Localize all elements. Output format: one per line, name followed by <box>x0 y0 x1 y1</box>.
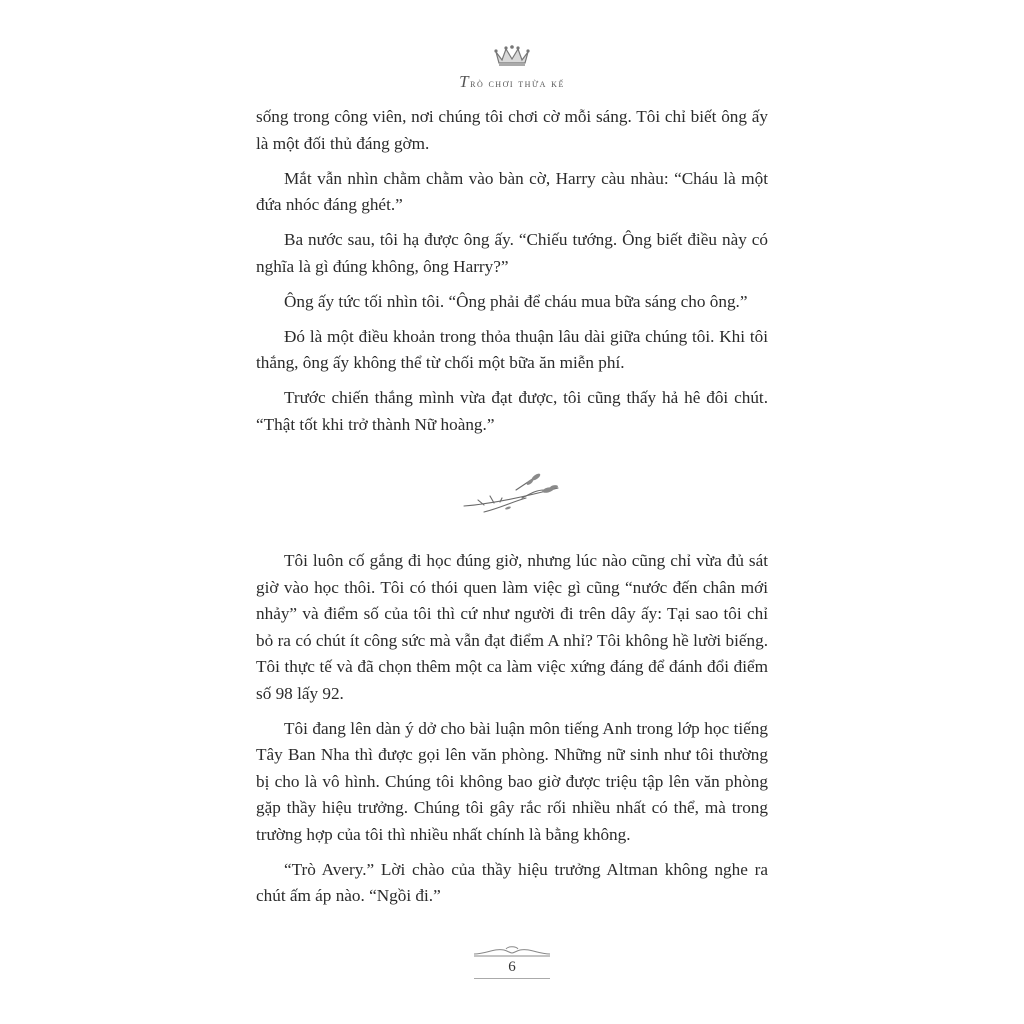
paragraph: Ba nước sau, tôi hạ được ông ấy. “Chiếu tướng. Ông biết điều này có nghĩa là gì đúng không, ông Harry?” <box>256 230 768 276</box>
crown-icon <box>492 44 532 68</box>
page-header <box>0 44 1024 92</box>
page-footer <box>0 944 1024 981</box>
flourish-icon <box>472 944 552 958</box>
running-title <box>0 72 1024 92</box>
running-title-initial: T <box>459 72 471 91</box>
paragraph: Mắt vẫn nhìn chằm chằm vào bàn cờ, Harry càu nhàu: “Cháu là một đứa nhóc đáng ghét.” <box>256 168 768 214</box>
footer-rule <box>474 978 550 981</box>
section-two <box>256 548 768 918</box>
paragraph: Tôi luôn cố gắng đi học đúng giờ, nhưng lúc nào cũng chỉ vừa đủ sát giờ vào học thôi. Tôi có thói quen làm việc gì cũng “nước đến chân mới nhảy” và điểm số của tôi thì cứ như người đi trên dây ấy: Tại sao tôi chỉ bỏ ra có chút ít công sức mà vẫn đạt điểm A nhỉ? Tôi không hề lười biếng. Tôi thực tế và đã chọn thêm một ca làm việc xứng đáng để đánh đổi điểm số 98 lấy 92. <box>256 551 768 703</box>
paragraph: Ông ấy tức tối nhìn tôi. “Ông phải để cháu mua bữa sáng cho ông.” <box>284 291 748 311</box>
wheat-sprig-icon <box>460 468 564 520</box>
page-number: 6 <box>508 959 516 975</box>
running-title-text: rò chơi thừa kế <box>470 78 565 90</box>
paragraph: “Trò Avery.” Lời chào của thầy hiệu trưởng Altman không nghe ra chút ấm áp nào. “Ngồi đi.” <box>256 859 768 905</box>
paragraph: Tôi đang lên dàn ý dở cho bài luận môn tiếng Anh trong lớp học tiếng Tây Ban Nha thì được gọi lên văn phòng. Những nữ sinh như tôi thường bị cho là vô hình. Chúng tôi không bao giờ được triệu tập lên văn phòng gặp thầy hiệu trưởng. Chúng tôi gây rắc rối nhiều nhất có thể, mà trong trường hợp của tôi thì nhiều nhất chính là bằng không. <box>256 718 768 844</box>
paragraph: Đó là một điều khoản trong thỏa thuận lâu dài giữa chúng tôi. Khi tôi thắng, ông ấy không thể từ chối một bữa ăn miễn phí. <box>256 326 768 372</box>
paragraph: sống trong công viên, nơi chúng tôi chơi cờ mỗi sáng. Tôi chỉ biết ông ấy là một đối thủ đáng gờm. <box>256 107 768 153</box>
section-one <box>256 104 768 447</box>
paragraph: Trước chiến thắng mình vừa đạt được, tôi cũng thấy hả hê đôi chút. “Thật tốt khi trở thành Nữ hoàng.” <box>256 388 768 434</box>
